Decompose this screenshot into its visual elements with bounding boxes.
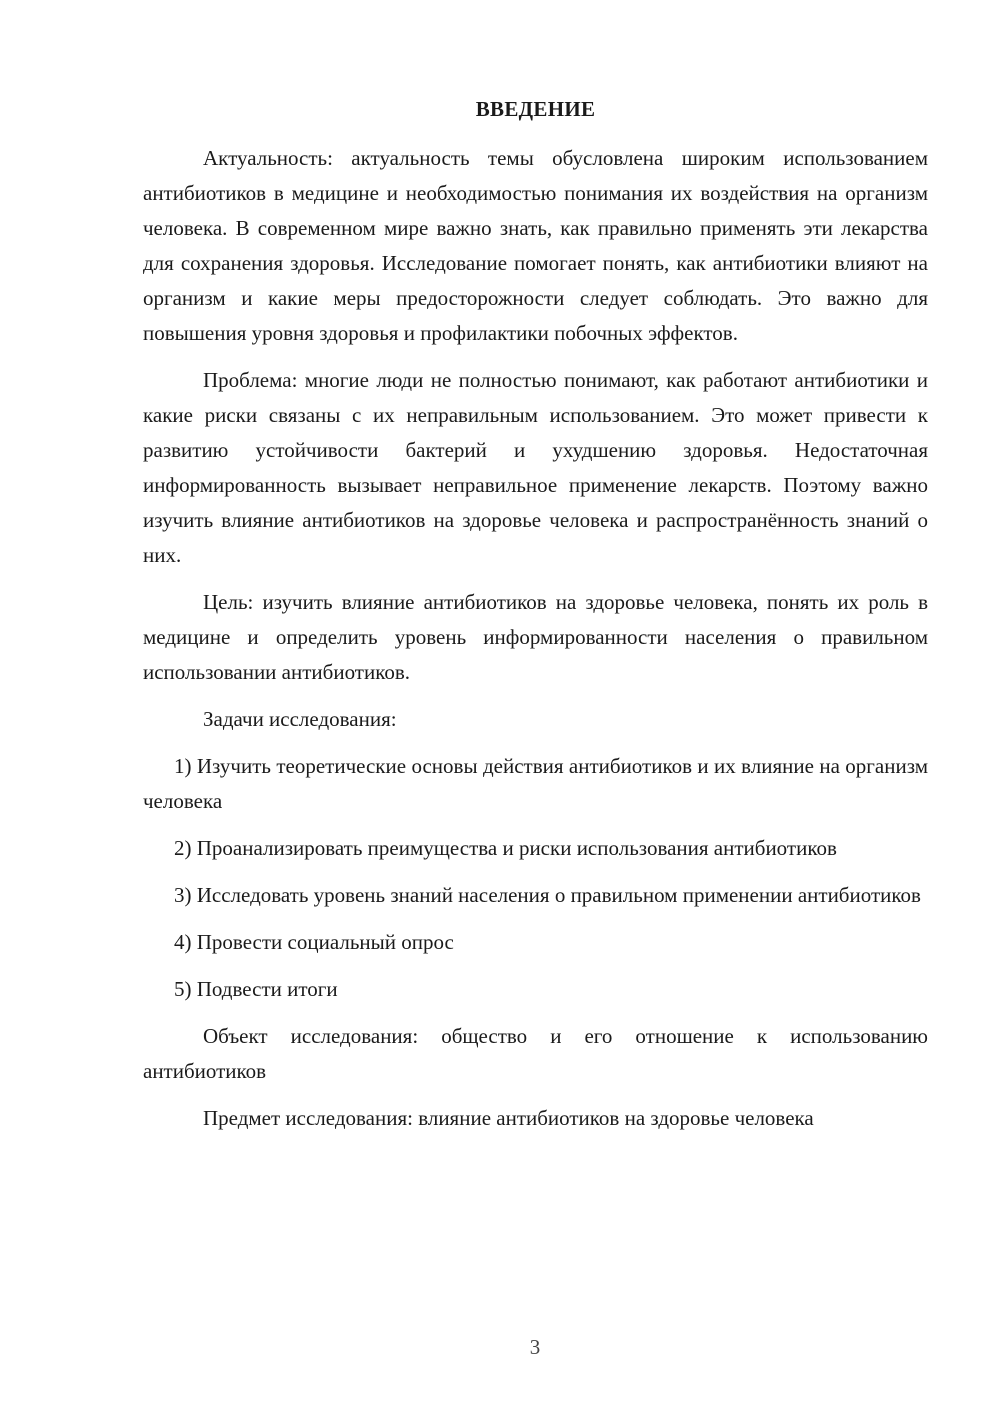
task-item: 5) Подвести итоги <box>174 977 338 1001</box>
task-item: 2) Проанализировать преимущества и риски использования антибиотиков <box>174 836 837 860</box>
section-title: ВВЕДЕНИЕ <box>475 97 596 121</box>
problem-paragraph: Проблема: многие люди не полностью понимают, как работают антибиотики и какие риски связаны с их неправильным использованием. Это может привести к развитию устойчивости бактерий и ухудшению здоровья. Недостаточная информированность вызывает неправильное применение лекарств. Поэтому важно изучить влияние антибиотиков на здоровье человека и распространённость знаний о них. <box>143 368 928 567</box>
page-number: 3 <box>529 1335 541 1359</box>
task-item: 1) Изучить теоретические основы действия антибиотиков и их влияние на организм человека <box>143 754 928 813</box>
document-page <box>143 92 928 1148</box>
goal-paragraph: Цель: изучить влияние антибиотиков на здоровье человека, понять их роль в медицине и определить уровень информированности населения о правильном использовании антибиотиков. <box>143 590 928 684</box>
task-item: 4) Провести социальный опрос <box>174 930 454 954</box>
task-item: 3) Исследовать уровень знаний населения о правильном применении антибиотиков <box>174 883 921 907</box>
relevance-paragraph: Актуальность: актуальность темы обусловлена широким использованием антибиотиков в медицине и необходимостью понимания их воздействия на организм человека. В современном мире важно знать, как правильно применять эти лекарства для сохранения здоровья. Исследование помогает понять, как антибиотики влияют на организм и какие меры предосторожности следует соблюдать. Это важно для повышения уровня здоровья и профилактики побочных эффектов. <box>143 146 928 345</box>
tasks-heading: Задачи исследования: <box>203 707 397 731</box>
subject-paragraph: Предмет исследования: влияние антибиотиков на здоровье человека <box>203 1106 814 1130</box>
object-paragraph: Объект исследования: общество и его отношение к использованию антибиотиков <box>143 1024 928 1083</box>
